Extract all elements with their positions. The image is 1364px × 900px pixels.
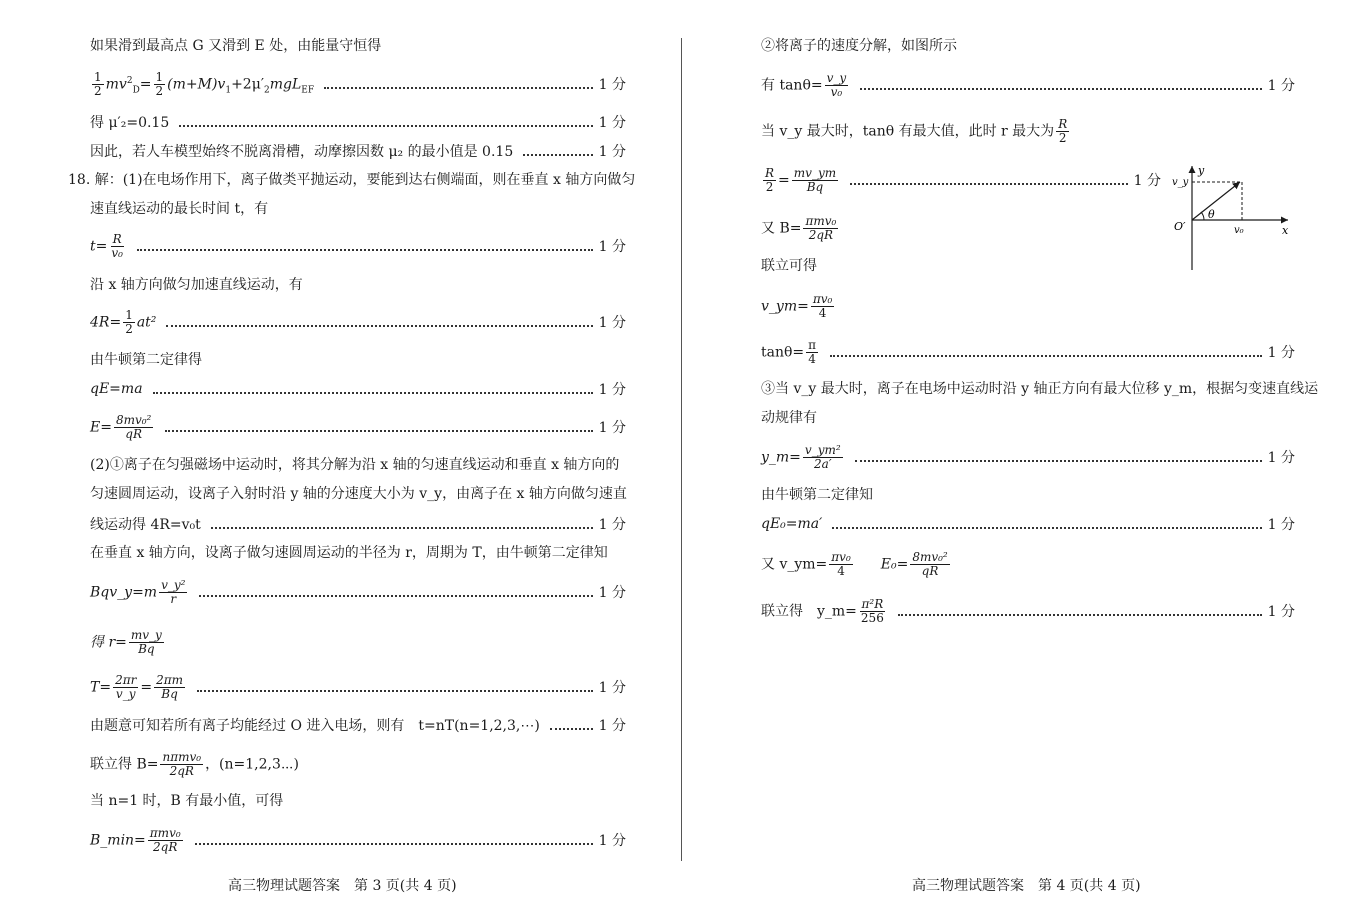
leader-dots	[324, 87, 593, 89]
velocity-vector	[1192, 182, 1240, 220]
score-label: 1 分	[598, 833, 626, 849]
answer-row	[761, 440, 1295, 474]
leader-dots	[166, 325, 592, 327]
score-label: 1 分	[598, 115, 626, 131]
equation: 又 B= $\frac{\text{πmv₀}}{2qR}$	[761, 213, 837, 242]
leader-dots	[550, 728, 593, 730]
text-row	[761, 114, 1071, 148]
equation: t= $\frac{R}{\text{v₀}}$	[90, 231, 123, 260]
answer-row	[90, 141, 626, 161]
leader-dots	[179, 125, 592, 127]
y-axis-label: y	[1198, 164, 1205, 177]
vy-label: v_y	[1172, 177, 1189, 188]
answer-row	[90, 68, 626, 100]
text-line: 沿 x 轴方向做匀加速直线运动，有	[90, 277, 303, 293]
leader-dots	[860, 88, 1261, 90]
leader-dots	[523, 154, 592, 156]
answer-row	[90, 379, 626, 399]
page-footer: 高三物理试题答案 第 4 页(共 4 页)	[912, 878, 1141, 894]
text-line: 由牛顿第二定律得	[90, 352, 202, 368]
answer-row	[90, 514, 626, 534]
equation: T= $\frac{2\pi r}{v\_y}$ = $\frac{2\pi m}{Bq}$	[90, 672, 183, 701]
text-line: 因此，若人车模型始终不脱离滑槽，动摩擦因数 μ₂ 的最小值是 0.15	[90, 144, 514, 160]
text-line: (2)①离子在匀强磁场中运动时，将其分解为沿 x 轴的匀速直线运动和垂直 x 轴方向的	[90, 457, 620, 473]
text-line: 当 n=1 时，B 有最小值，可得	[90, 793, 284, 809]
equation: B_min= $\frac{\text{πmv₀}}{2qR}$	[90, 825, 181, 854]
text-line: 当 v_y 最大时，tanθ 有最大值，此时 r 最大为 $\frac{R}{2}$	[761, 116, 1068, 145]
equation: y_m= $\frac{\text{v\_ym²}}{2a'}$	[761, 442, 841, 471]
equation: Bqv_y=m $\frac{\text{v\_y²}}{r}$	[90, 577, 186, 606]
equation: 又 v_ym= $\frac{\text{πv₀}}{4}$ E₀= $\frac{\text{8mv₀²}}{qR}$	[761, 549, 948, 578]
score-label: 1 分	[598, 315, 626, 331]
text-line: 由题意可知若所有离子均能经过 O 进入电场，则有 t=nT(n=1,2,3,⋯)	[90, 718, 540, 734]
answer-row	[90, 230, 626, 262]
score-label: 1 分	[598, 239, 626, 255]
answer-row	[761, 594, 1295, 628]
question-heading: 18. 解：(1)在电场作用下，离子做类平抛运动，要能到达右侧端面，则在垂直 x 轴方向做匀	[68, 172, 636, 188]
answer-row	[90, 823, 626, 857]
answer-row	[761, 335, 1295, 369]
score-label: 1 分	[598, 680, 626, 696]
equation-row	[90, 747, 299, 781]
text-line: 如果滑到最高点 G 又滑到 E 处，由能量守恒得	[90, 38, 382, 54]
v0-label: v₀	[1234, 225, 1244, 236]
answer-row	[761, 514, 1295, 534]
equation-row	[761, 211, 840, 245]
left-page	[68, 0, 636, 900]
equation: 得 r= $\frac{mv\_y}{Bq}$	[90, 627, 162, 656]
answer-row	[90, 575, 626, 609]
equation: qE₀=ma′	[761, 516, 823, 532]
equation: 得 μ′₂=0.15	[90, 115, 170, 131]
x-axis-label: x	[1282, 224, 1289, 237]
text-line: 动规律有	[761, 410, 817, 426]
score-label: 1 分	[598, 517, 626, 533]
equation: E= $\frac{\text{8mv₀²}}{qR}$	[90, 412, 152, 441]
leader-dots	[195, 843, 593, 845]
angle-arc	[1201, 212, 1204, 220]
score-label: 1 分	[1267, 450, 1295, 466]
score-label: 1 分	[598, 382, 626, 398]
answer-row	[90, 670, 626, 704]
equation-row	[761, 289, 836, 323]
equation: 联立得 y_m= $\frac{\text{π²R}}{256}$	[761, 596, 884, 625]
text-line: 由牛顿第二定律知	[761, 487, 873, 503]
equation: qE=ma	[90, 381, 143, 397]
leader-dots	[165, 430, 592, 432]
score-label: 1 分	[1267, 517, 1295, 533]
equation: $\frac{1}{2}$ $mv^2_D=$ $\frac{1}{2}$ $(m+M)v_1+2\mu'_2mgL_{EF}$	[94, 69, 315, 98]
equation: v_ym= $\frac{\text{πv₀}}{4}$	[761, 291, 833, 320]
leader-dots	[898, 614, 1262, 616]
answer-row	[90, 306, 626, 338]
text-line: ②将离子的速度分解，如图所示	[761, 38, 957, 54]
score-label: 1 分	[598, 77, 626, 93]
theta-label: θ	[1208, 208, 1215, 221]
score-label: 1 分	[1267, 78, 1295, 94]
answer-row	[761, 68, 1295, 102]
leader-dots	[830, 355, 1262, 357]
text-line: 匀速圆周运动，设离子入射时沿 y 轴的分速度大小为 v_y，由离子在 x 轴方向做匀速直	[90, 486, 627, 502]
score-label: 1 分	[598, 585, 626, 601]
column-divider	[681, 38, 682, 861]
score-label: 1 分	[1133, 173, 1161, 189]
origin-label: O′	[1174, 220, 1186, 233]
text-line: ③当 v_y 最大时，离子在电场中运动时沿 y 轴正方向有最大位移 y_m，根据匀变速直线运	[761, 381, 1319, 397]
score-label: 1 分	[598, 420, 626, 436]
page-footer: 高三物理试题答案 第 3 页(共 4 页)	[228, 878, 457, 894]
leader-dots	[137, 249, 593, 251]
score-label: 1 分	[1267, 345, 1295, 361]
right-page	[761, 0, 1319, 900]
score-label: 1 分	[598, 144, 626, 160]
leader-dots	[211, 527, 593, 529]
answer-row	[90, 411, 626, 443]
equation: $\frac{R}{2}$ = $\frac{mv\_ym}{Bq}$	[765, 165, 837, 194]
equation-row	[761, 547, 952, 581]
equation-row	[90, 625, 166, 659]
text-line: 联立可得	[761, 258, 817, 274]
score-label: 1 分	[598, 718, 626, 734]
leader-dots	[855, 460, 1262, 462]
velocity-diagram	[1170, 160, 1300, 280]
text-line: 在垂直 x 轴方向，设离子做匀速圆周运动的半径为 r，周期为 T，由牛顿第二定律知	[90, 545, 608, 561]
answer-row	[90, 112, 626, 132]
equation: 联立得 B= $\frac{\text{nπmv₀}}{2qR}$ ，(n=1,2,3⋯)	[90, 749, 299, 778]
answer-row	[90, 715, 626, 735]
leader-dots	[850, 183, 1128, 185]
leader-dots	[832, 527, 1261, 529]
text-line: 线运动得 4R=v₀t	[90, 517, 201, 533]
equation: 有 tanθ= $\frac{v\_y}{\text{v₀}}$	[761, 70, 847, 99]
equation: 4R= $\frac{1}{2}$ at²	[90, 307, 157, 336]
leader-dots	[197, 690, 593, 692]
answer-row	[761, 163, 1161, 197]
leader-dots	[199, 595, 592, 597]
text-line: 速直线运动的最长时间 t，有	[90, 201, 269, 217]
equation: tanθ= $\frac{\pi}{4}$	[761, 337, 817, 366]
leader-dots	[153, 392, 593, 394]
score-label: 1 分	[1267, 604, 1295, 620]
